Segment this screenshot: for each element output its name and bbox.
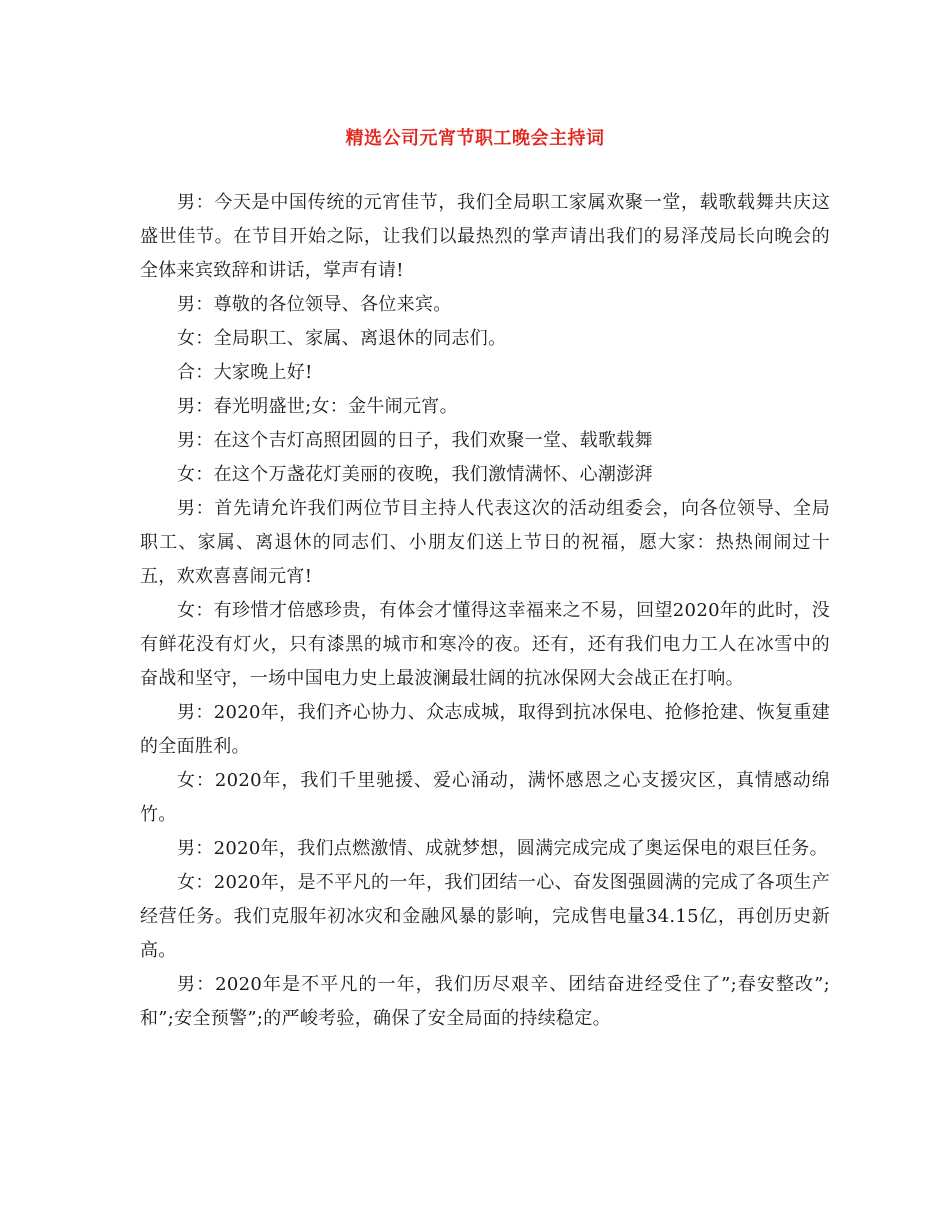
paragraph: 女：全局职工、家属、离退休的同志们。 bbox=[177, 328, 507, 349]
paragraph: 男：2020年，我们点燃激情、成就梦想，圆满完成完成了奥运保电的艰巨任务。 bbox=[177, 838, 828, 859]
paragraph: 合：大家晚上好! bbox=[177, 362, 313, 383]
paragraph: 男：2020年，我们齐心协力、众志成城，取得到抗冰保电、抢修抢建、恢复重建的全面胜利。 bbox=[140, 702, 830, 757]
paragraph: 女：有珍惜才倍感珍贵，有体会才懂得这幸福来之不易，回望2020年的此时，没有鲜花没有灯火，只有漆黑的城市和寒冷的夜。还有，还有我们电力工人在冰雪中的奋战和坚守，一场中国电力史上最波澜最壮阔的抗冰保网大会战正在打响。 bbox=[140, 600, 830, 689]
paragraph: 女：2020年，是不平凡的一年，我们团结一心、奋发图强圆满的完成了各项生产经营任务。我们克服年初冰灾和金融风暴的影响，完成售电量34.15亿，再创历史新高。 bbox=[140, 872, 830, 961]
paragraph: 男：首先请允许我们两位节目主持人代表这次的活动组委会，向各位领导、全局职工、家属、离退休的同志们、小朋友们送上节日的祝福，愿大家：热热闹闹过十五，欢欢喜喜闹元宵! bbox=[140, 498, 830, 587]
paragraph: 男：今天是中国传统的元宵佳节，我们全局职工家属欢聚一堂，载歌载舞共庆这盛世佳节。在节目开始之际，让我们以最热烈的掌声请出我们的易泽茂局长向晚会的全体来宾致辞和讲话，掌声有请! bbox=[140, 192, 830, 281]
paragraph: 男：在这个吉灯高照团圆的日子，我们欢聚一堂、载歌载舞 bbox=[177, 430, 653, 451]
paragraph: 男：2020年是不平凡的一年，我们历尽艰辛、团结奋进经受住了”;春安整改”;和”;安全预警”;的严峻考验，确保了安全局面的持续稳定。 bbox=[140, 974, 830, 1029]
paragraph: 男：春光明盛世;女：金牛闹元宵。 bbox=[177, 396, 458, 417]
document-title: 精选公司元宵节职工晚会主持词 bbox=[345, 128, 605, 149]
paragraph: 男：尊敬的各位领导、各位来宾。 bbox=[177, 294, 452, 315]
paragraph: 女：2020年，我们千里驰援、爱心涌动，满怀感恩之心支援灾区，真情感动绵竹。 bbox=[140, 770, 830, 825]
document-body bbox=[140, 186, 830, 1036]
paragraph: 女：在这个万盏花灯美丽的夜晚，我们激情满怀、心潮澎湃 bbox=[177, 464, 653, 485]
